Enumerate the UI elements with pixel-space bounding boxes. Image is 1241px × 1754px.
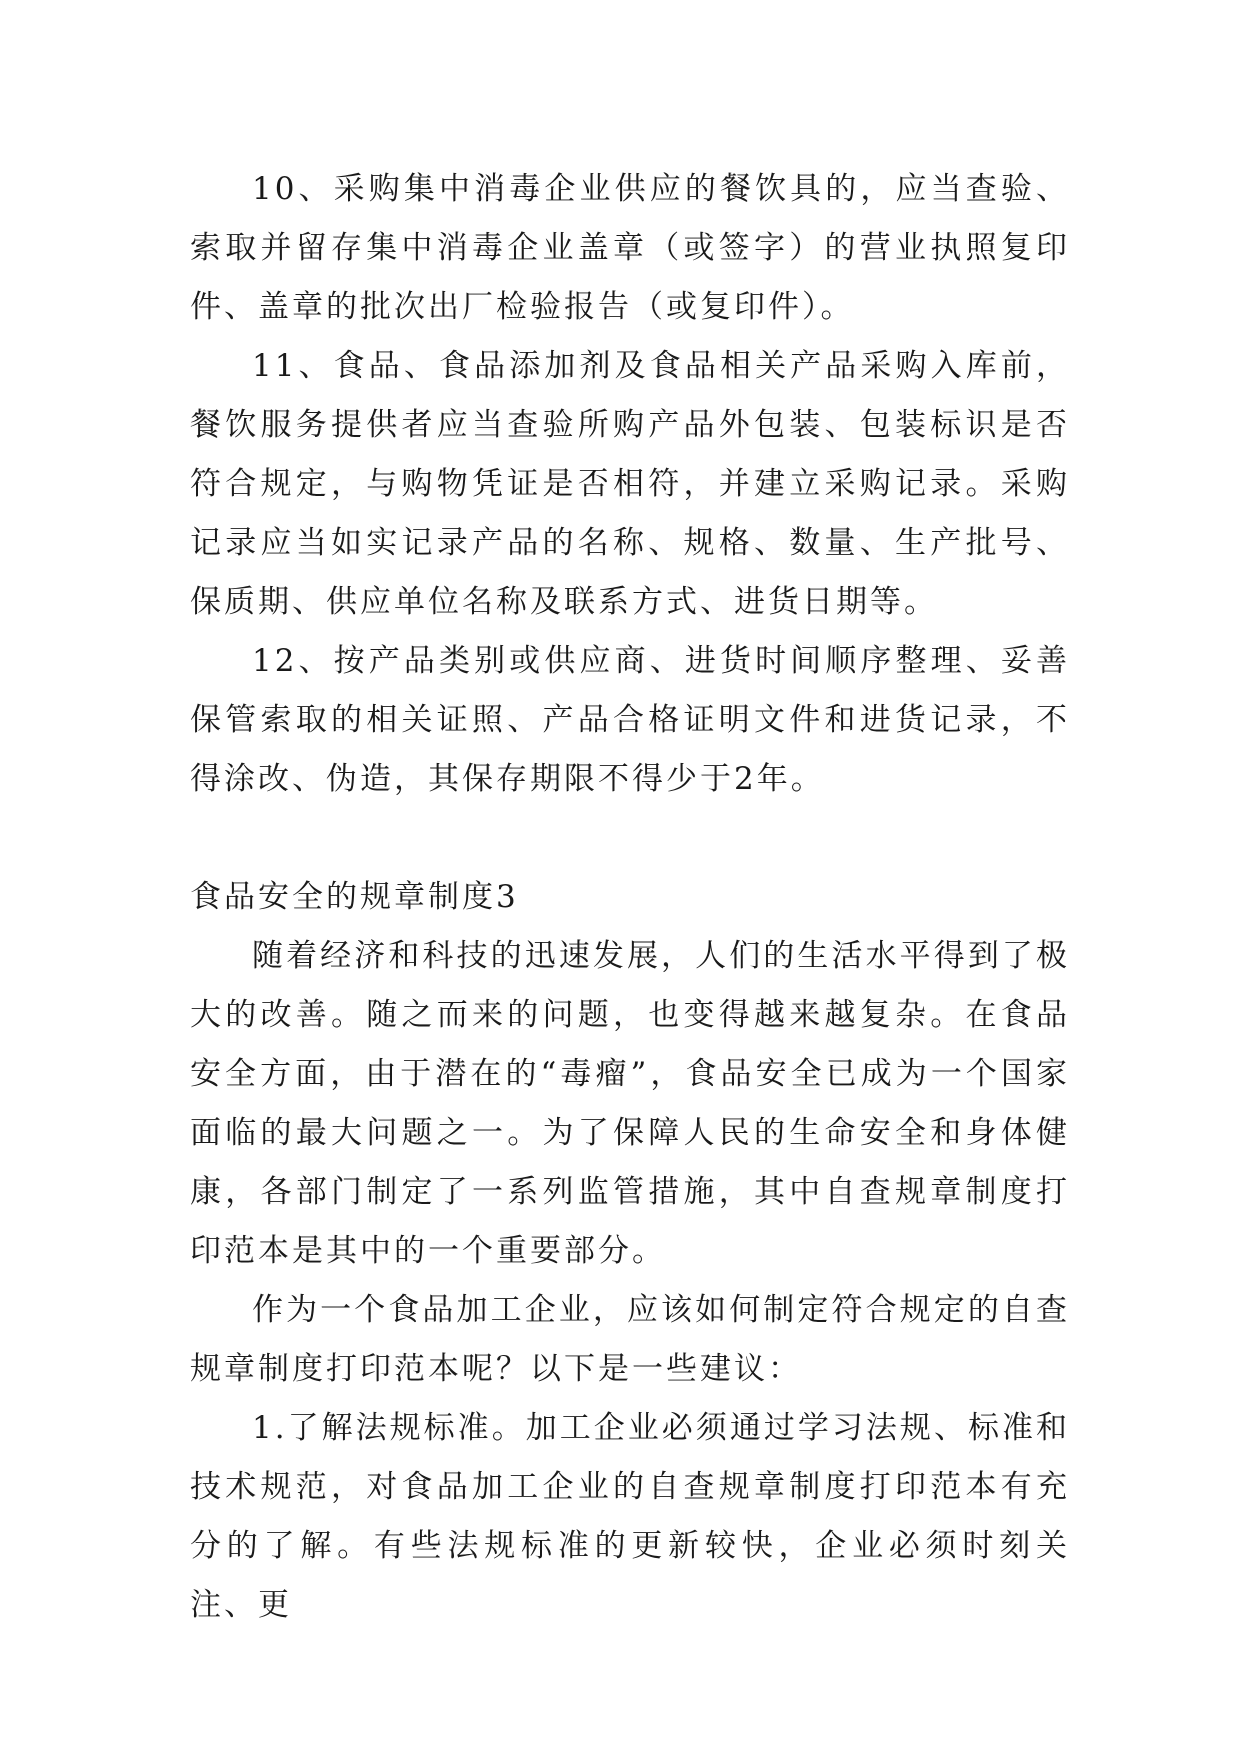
paragraph-item-12: 12、按产品类别或供应商、进货时间顺序整理、妥善保管索取的相关证照、产品合格证明文件和进货记录，不得涂改、伪造，其保存期限不得少于2年。 [190, 643, 1070, 797]
paragraph-intro: 随着经济和科技的迅速发展，人们的生活水平得到了极大的改善。随之而来的问题，也变得越来越复杂。在食品安全方面，由于潜在的“毒瘤”，食品安全已成为一个国家面临的最大问题之一。为了保障人民的生命安全和身体健康，各部门制定了一系列监管措施，其中自查规章制度打印范本是其中的一个重要部分。 [190, 938, 1070, 1269]
paragraph-item-10: 10、采购集中消毒企业供应的餐饮具的，应当查验、索取并留存集中消毒企业盖章（或签字）的营业执照复印件、盖章的批次出厂检验报告（或复印件）。 [190, 171, 1070, 325]
document-body [190, 160, 1070, 1635]
section-spacer [190, 809, 1070, 868]
paragraph-question: 作为一个食品加工企业，应该如何制定符合规定的自查规章制度打印范本呢？以下是一些建议： [190, 1292, 1070, 1387]
paragraph-item-11: 11、食品、食品添加剂及食品相关产品采购入库前，餐饮服务提供者应当查验所购产品外包装、包装标识是否符合规定，与购物凭证是否相符，并建立采购记录。采购记录应当如实记录产品的名称、规格、数量、生产批号、保质期、供应单位名称及联系方式、进货日期等。 [190, 348, 1070, 620]
paragraph-suggestion-1: 1.了解法规标准。加工企业必须通过学习法规、标准和技术规范，对食品加工企业的自查规章制度打印范本有充分的了解。有些法规标准的更新较快，企业必须时刻关注、更 [190, 1410, 1070, 1623]
section-title: 食品安全的规章制度3 [190, 879, 519, 915]
